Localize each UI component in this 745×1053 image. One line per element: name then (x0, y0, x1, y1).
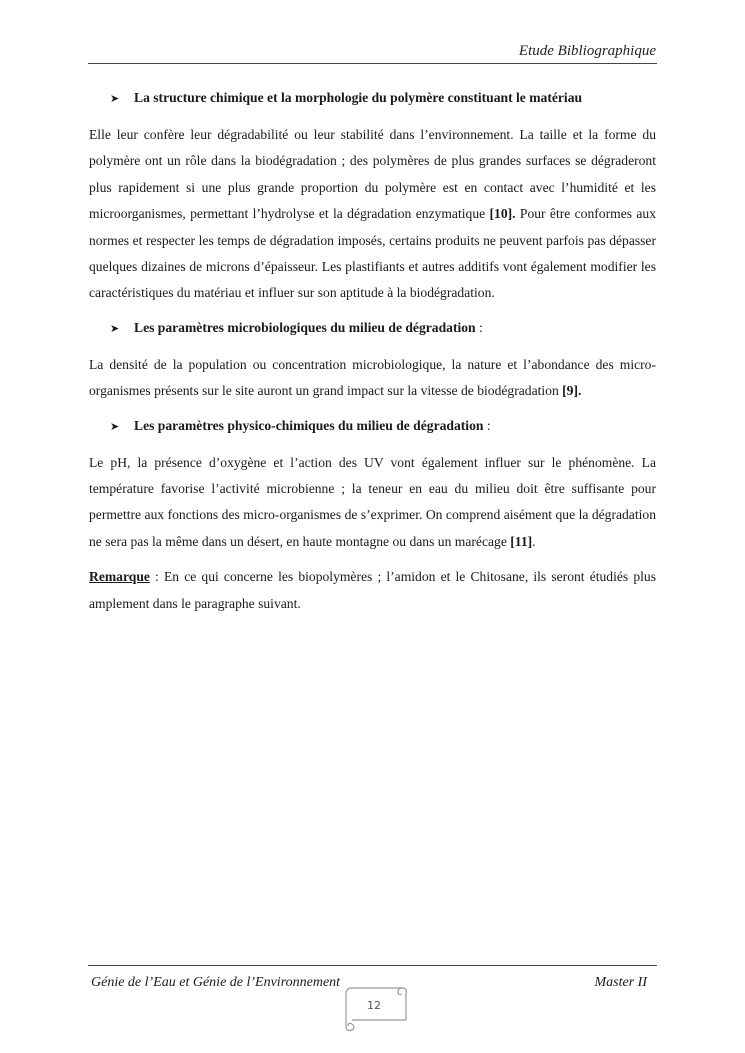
heading-text: La structure chimique et la morphologie du polymère constituant le matériau (134, 90, 583, 105)
heading-text: Les paramètres microbiologiques du milieu de dégradation (134, 319, 476, 335)
footer-degree: Master II (594, 975, 647, 990)
remark-text: : En ce qui concerne les biopolymères ; l’amidon et le Chitosane, ils seront étudiés plus amplement dans le paragraphe suivant. (89, 569, 656, 611)
running-header: Etude Bibliographique (518, 43, 656, 59)
footer-program: Génie de l’Eau et Génie de l’Environnement (91, 975, 341, 990)
heading-suffix: : (483, 417, 491, 433)
arrow-bullet-icon: ➤ (110, 420, 120, 433)
paragraph-text-after: . (532, 533, 536, 549)
citation-ref: [10]. (489, 206, 516, 222)
paragraph-text: Le pH, la présence d’oxygène et l’action des UV vont également influer sur le phénomène. La température favorise l’activité microbienne ; la teneur en eau du milieu doit être suffisante pour permettre aux fonctions des micro-organismes de s’exprimer. On comprend aisément que la dégradation ne sera pas la même dans un désert, en haute montagne ou dans un marécage (89, 454, 656, 549)
paragraph (89, 122, 656, 307)
heading-text: Les paramètres physico-chimiques du milieu de dégradation (134, 417, 484, 433)
footer-rule (88, 965, 657, 966)
paragraph-text: Elle leur confère leur dégradabilité ou leur stabilité dans l’environnement. La taille et la forme du polymère ont un rôle dans la biodégradation ; des polymères de plus grandes surfaces se dégraderont plus rapidement si une plus grande proportion du polymère est en contact avec l’humidité et les microorganismes, permettant l’hydrolyse et la dégradation enzymatique (89, 127, 656, 222)
paragraph (89, 352, 656, 405)
paragraph (89, 450, 656, 556)
arrow-bullet-icon: ➤ (110, 322, 120, 335)
header-rule (88, 63, 657, 64)
page-body (89, 86, 656, 626)
paragraph-text-after: Pour être conformes aux normes et respecter les temps de dégradation imposés, certains produits ne peuvent parfois pas dépasser quelques dizaines de microns d’épaisseur. Les plastifiants et autres additifs vont également modifier les caractéristiques du matériau et influer sur son aptitude à la biodégradation. (89, 206, 656, 301)
remark-paragraph (89, 564, 656, 617)
section-heading (89, 86, 656, 111)
citation-ref: [9]. (562, 383, 582, 399)
heading-suffix: : (475, 319, 483, 335)
section-heading (89, 414, 656, 439)
citation-ref: [11] (510, 533, 533, 549)
arrow-bullet-icon: ➤ (110, 93, 120, 105)
paragraph-text: La densité de la population ou concentration microbiologique, la nature et l’abondance des micro-organismes présents sur le site auront un grand impact sur la vitesse de biodégradation (89, 356, 656, 399)
section-heading (89, 316, 656, 341)
remark-label: Remarque (89, 569, 150, 585)
page-number: 12 (367, 999, 381, 1012)
